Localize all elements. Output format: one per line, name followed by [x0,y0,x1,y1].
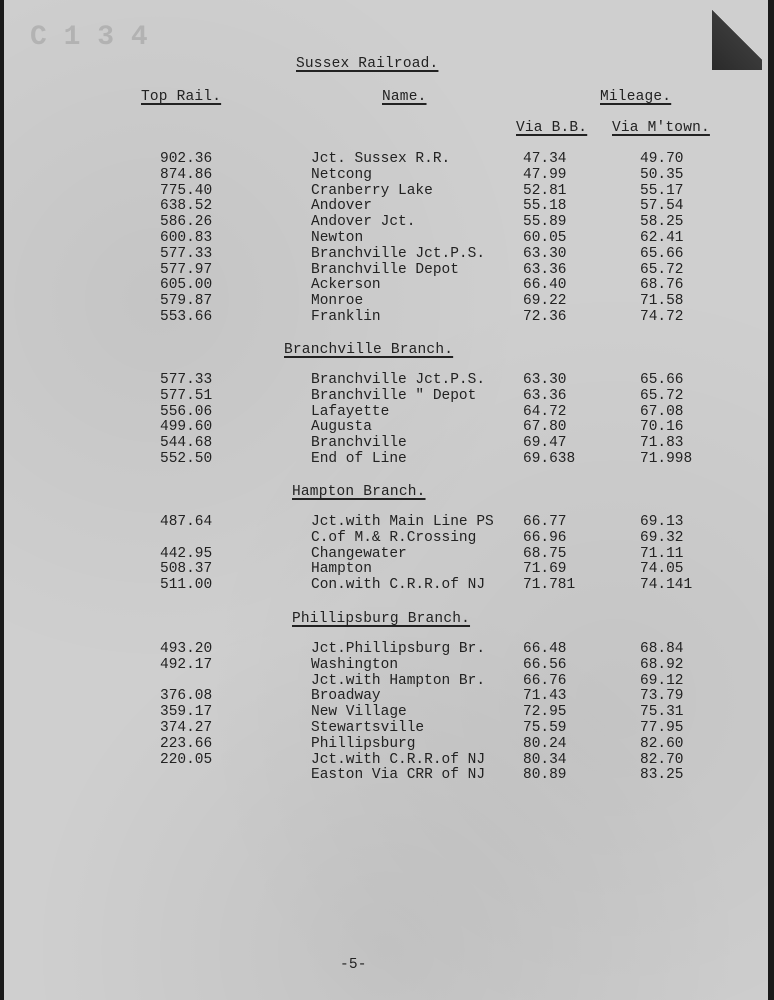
station-name-cell: Changewater [311,545,407,562]
hampton-branch-heading: Hampton Branch. [292,484,426,500]
document-page [4,0,768,1000]
table-row [4,577,768,593]
via-bb-cell: 55.89 [523,214,567,231]
station-name-cell: Jct.with Hampton Br. [311,672,486,689]
station-name-cell: Cranberry Lake [311,182,433,199]
via-mtown-cell: 69.13 [640,514,684,530]
via-bb-cell: 66.76 [523,672,567,689]
table-row [4,530,768,546]
via-mtown-cell: 74.05 [640,561,684,578]
via-mtown-cell: 49.70 [640,151,684,167]
via-mtown-cell: 71.58 [640,293,684,310]
top-rail-cell: 223.66 [160,735,213,752]
header-via-mtown: Via M'town. [612,120,710,136]
table-row [4,293,768,309]
top-rail-cell: 492.17 [160,656,213,673]
top-rail-cell: 902.36 [160,151,213,167]
via-mtown-cell: 77.95 [640,720,684,736]
via-mtown-cell: 74.72 [640,309,684,325]
table-row [4,435,768,451]
header-name: Name. [382,89,427,105]
via-bb-cell: 52.81 [523,182,567,199]
via-bb-cell: 63.30 [523,372,567,388]
table-row [4,151,768,167]
top-rail-cell: 374.27 [160,720,213,736]
via-mtown-cell: 70.16 [640,419,684,436]
via-bb-cell: 69.638 [523,451,576,467]
station-name-cell: Washington [311,656,399,673]
top-rail-cell: 508.37 [160,561,213,578]
via-mtown-cell: 71.11 [640,545,684,562]
top-rail-cell: 577.33 [160,245,213,262]
table-row [4,277,768,293]
top-rail-cell: 577.33 [160,372,213,388]
via-mtown-cell: 50.35 [640,166,684,183]
table-row [4,230,768,246]
via-bb-cell: 67.80 [523,419,567,436]
table-row [4,704,768,720]
table-row [4,262,768,278]
table-row [4,183,768,199]
via-bb-cell: 72.95 [523,704,567,721]
page-number: -5- [340,957,367,973]
via-mtown-cell: 68.84 [640,641,684,657]
via-mtown-cell: 58.25 [640,214,684,231]
station-name-cell: C.of M.& R.Crossing [311,529,477,546]
phillipsburg-branch-heading: Phillipsburg Branch. [292,611,471,627]
top-rail-cell: 359.17 [160,704,213,721]
via-mtown-cell: 82.70 [640,751,684,768]
header-mileage: Mileage. [600,89,672,105]
table-row [4,720,768,736]
table-row [4,561,768,577]
top-rail-cell: 442.95 [160,545,213,562]
via-mtown-cell: 65.72 [640,387,684,404]
via-mtown-cell: 65.72 [640,261,684,278]
table-row [4,388,768,404]
station-name-cell: Ackerson [311,277,381,294]
via-mtown-cell: 62.41 [640,230,684,246]
table-row [4,309,768,325]
top-rail-cell: 874.86 [160,166,213,183]
table-row [4,514,768,530]
top-rail-cell: 376.08 [160,688,213,705]
table-row [4,752,768,768]
via-mtown-cell: 82.60 [640,735,684,752]
via-bb-cell: 64.72 [523,403,567,420]
table-row [4,404,768,420]
station-name-cell: Branchville [311,435,407,452]
via-bb-cell: 72.36 [523,309,567,325]
top-rail-cell: 552.50 [160,451,213,467]
via-mtown-cell: 65.66 [640,372,684,388]
station-name-cell: New Village [311,704,407,721]
via-mtown-cell: 74.141 [640,577,693,594]
top-rail-cell: 487.64 [160,514,213,530]
via-bb-cell: 47.99 [523,166,567,183]
table-row [4,736,768,752]
station-name-cell: Branchville Jct.P.S. [311,372,486,388]
top-rail-cell: 775.40 [160,182,213,199]
table-row [4,246,768,262]
station-name-cell: Lafayette [311,403,390,420]
station-name-cell: Newton [311,230,364,246]
station-name-cell: End of Line [311,451,407,467]
top-rail-cell: 577.97 [160,261,213,278]
table-row [4,673,768,689]
via-bb-cell: 71.781 [523,577,576,594]
top-rail-cell: 499.60 [160,419,213,436]
via-bb-cell: 80.24 [523,735,567,752]
station-name-cell: Andover [311,198,372,215]
station-name-cell: Branchville Jct.P.S. [311,245,486,262]
station-name-cell: Phillipsburg [311,735,416,752]
table-row [4,214,768,230]
table-row [4,688,768,704]
station-name-cell: Con.with C.R.R.of NJ [311,577,486,594]
via-mtown-cell: 71.83 [640,435,684,452]
station-name-cell: Jct.with Main Line PS [311,514,494,530]
via-bb-cell: 69.47 [523,435,567,452]
via-bb-cell: 47.34 [523,151,567,167]
table-row [4,451,768,467]
via-bb-cell: 55.18 [523,198,567,215]
via-mtown-cell: 71.998 [640,451,693,467]
top-rail-cell: 493.20 [160,641,213,657]
header-via-bb: Via B.B. [516,120,588,136]
via-bb-cell: 71.43 [523,688,567,705]
via-bb-cell: 66.56 [523,656,567,673]
via-bb-cell: 63.30 [523,245,567,262]
station-name-cell: Easton Via CRR of NJ [311,767,486,784]
via-mtown-cell: 55.17 [640,182,684,199]
top-rail-cell: 586.26 [160,214,213,231]
via-bb-cell: 75.59 [523,720,567,736]
via-mtown-cell: 68.92 [640,656,684,673]
table-row [4,167,768,183]
folded-corner [712,0,762,70]
top-rail-cell: 638.52 [160,198,213,215]
table-row [4,372,768,388]
top-rail-cell: 511.00 [160,577,213,594]
document-title: Sussex Railroad. [296,56,439,72]
table-row [4,419,768,435]
via-mtown-cell: 75.31 [640,704,684,721]
via-bb-cell: 66.96 [523,529,567,546]
via-bb-cell: 63.36 [523,261,567,278]
via-bb-cell: 66.48 [523,641,567,657]
header-top-rail: Top Rail. [141,89,222,105]
via-bb-cell: 80.34 [523,751,567,768]
station-name-cell: Augusta [311,419,372,436]
station-name-cell: Franklin [311,309,381,325]
top-rail-cell: 544.68 [160,435,213,452]
via-bb-cell: 80.89 [523,767,567,784]
faint-stamp-marks: C 1 3 4 [30,22,148,53]
via-bb-cell: 71.69 [523,561,567,578]
station-name-cell: Hampton [311,561,372,578]
station-name-cell: Monroe [311,293,364,310]
station-name-cell: Stewartsville [311,720,425,736]
station-name-cell: Broadway [311,688,381,705]
branchville-branch-heading: Branchville Branch. [284,342,454,358]
via-bb-cell: 68.75 [523,545,567,562]
station-name-cell: Netcong [311,166,372,183]
table-row [4,198,768,214]
top-rail-cell: 579.87 [160,293,213,310]
top-rail-cell: 556.06 [160,403,213,420]
top-rail-cell: 605.00 [160,277,213,294]
top-rail-cell: 600.83 [160,230,213,246]
station-name-cell: Jct. Sussex R.R. [311,151,451,167]
via-bb-cell: 69.22 [523,293,567,310]
via-bb-cell: 60.05 [523,230,567,246]
via-mtown-cell: 69.32 [640,529,684,546]
via-mtown-cell: 65.66 [640,245,684,262]
top-rail-cell: 553.66 [160,309,213,325]
table-row [4,767,768,783]
via-bb-cell: 66.77 [523,514,567,530]
table-row [4,641,768,657]
via-bb-cell: 63.36 [523,387,567,404]
via-mtown-cell: 57.54 [640,198,684,215]
top-rail-cell: 577.51 [160,387,213,404]
via-bb-cell: 66.40 [523,277,567,294]
station-name-cell: Jct.with C.R.R.of NJ [311,751,486,768]
via-mtown-cell: 68.76 [640,277,684,294]
station-name-cell: Branchville " Depot [311,387,477,404]
top-rail-cell: 220.05 [160,751,213,768]
station-name-cell: Jct.Phillipsburg Br. [311,641,486,657]
table-row [4,546,768,562]
via-mtown-cell: 69.12 [640,672,684,689]
station-name-cell: Andover Jct. [311,214,416,231]
via-mtown-cell: 73.79 [640,688,684,705]
via-mtown-cell: 83.25 [640,767,684,784]
via-mtown-cell: 67.08 [640,403,684,420]
station-name-cell: Branchville Depot [311,261,459,278]
table-row [4,657,768,673]
